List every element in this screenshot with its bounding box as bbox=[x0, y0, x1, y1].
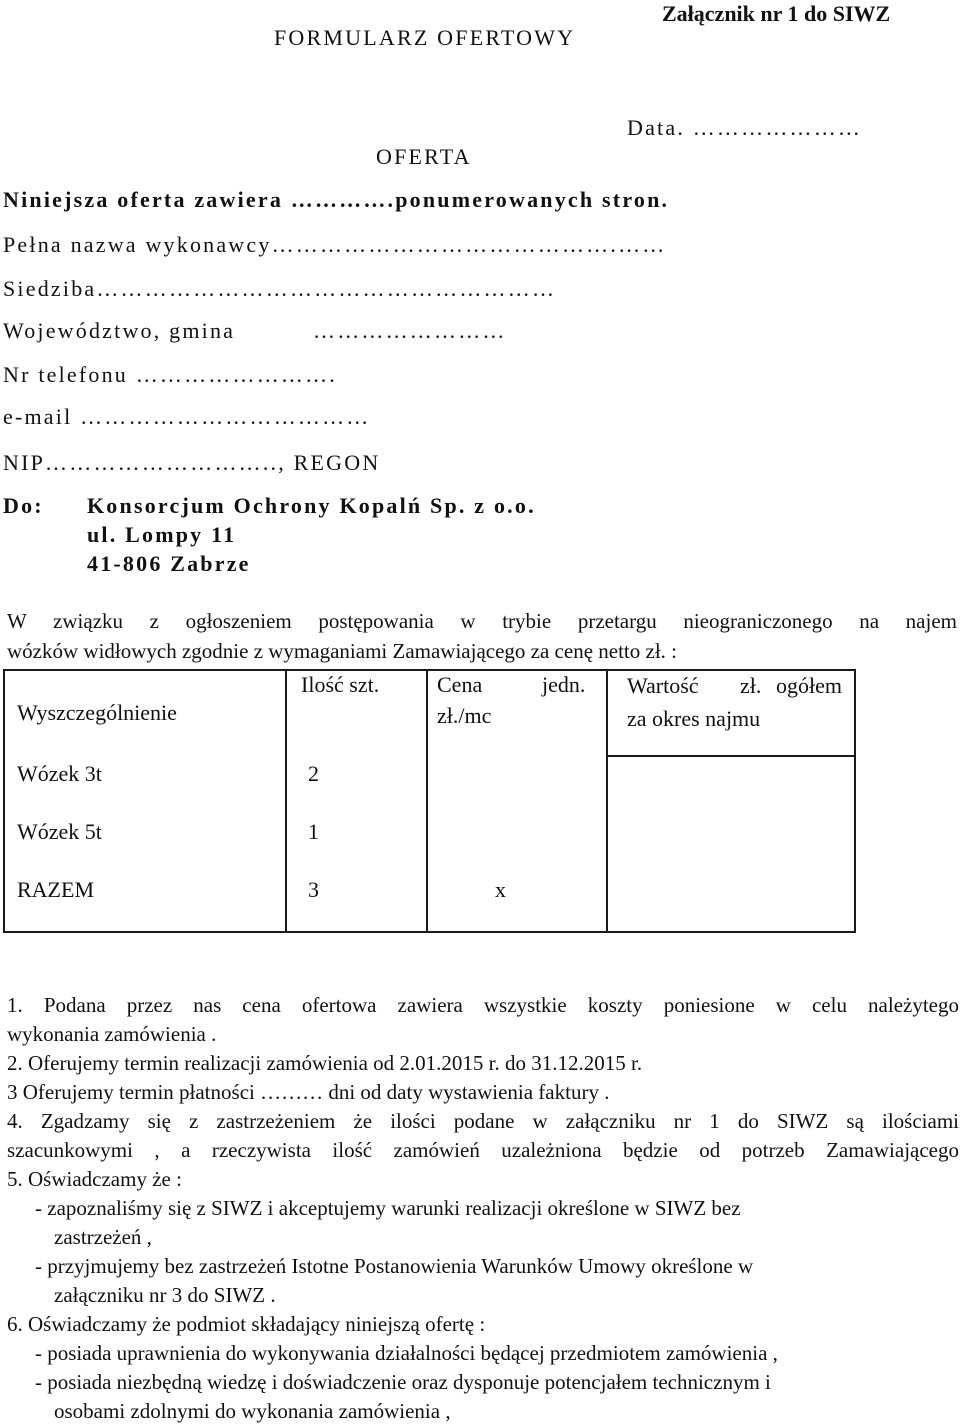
form-title: FORMULARZ OFERTOWY bbox=[274, 25, 576, 50]
table-divider bbox=[285, 671, 287, 931]
statement-6: 6. Oświadczamy że podmiot składający niniejszą ofertę : bbox=[7, 1312, 486, 1336]
date-field: Data. ………………… bbox=[627, 115, 863, 140]
row-qty: 3 bbox=[308, 877, 319, 902]
header-value-c: ogółem bbox=[776, 673, 842, 698]
phone-field: Nr telefonu ……………………. bbox=[3, 362, 337, 387]
header-value-a: Wartość bbox=[627, 673, 699, 698]
row-qty: 2 bbox=[308, 761, 319, 786]
addressee-street: ul. Lompy 11 bbox=[87, 522, 237, 547]
row-item: Wózek 5t bbox=[17, 819, 102, 844]
statement-4-line-1: 4. Zgadzamy się z zastrzeżeniem że ilości podane w załączniku nr 1 do SIWZ są ilościami bbox=[7, 1109, 959, 1133]
header-price-c: zł./mc bbox=[437, 703, 492, 728]
statement-6b-line-1: - posiada niezbędną wiedzę i doświadczenie oraz dysponuje potencjałem technicznym i bbox=[35, 1370, 771, 1394]
statement-3: 3 Oferujemy termin płatności ……… dni od daty wystawienia faktury . bbox=[7, 1080, 610, 1104]
addressee-name: Konsorcjum Ochrony Kopalń Sp. z o.o. bbox=[87, 493, 536, 518]
intro-line-2: wózków widłowych zgodnie z wymaganiami Zamawiającego za cenę netto zł. : bbox=[7, 639, 677, 663]
nip-regon-field: NIP……………………….., REGON bbox=[3, 450, 381, 475]
header-value-d: za okres najmu bbox=[627, 706, 761, 731]
annex-label: Załącznik nr 1 do SIWZ bbox=[662, 1, 891, 26]
header-price-b: jedn. bbox=[542, 672, 586, 697]
statement-2: 2. Oferujemy termin realizacji zamówienia od 2.01.2015 r. do 31.12.2015 r. bbox=[7, 1051, 643, 1075]
statement-5b-line-2: załączniku nr 3 do SIWZ . bbox=[54, 1283, 276, 1307]
page-count-field: Niniejsza oferta zawiera ………….ponumerowanych stron. bbox=[3, 187, 670, 212]
statement-5a-line-1: - zapoznaliśmy się z SIWZ i akceptujemy warunki realizacji określone w SIWZ bez bbox=[35, 1196, 741, 1220]
seat-field: Siedziba………………………………………………… bbox=[3, 276, 557, 301]
statement-5: 5. Oświadczamy że : bbox=[7, 1167, 182, 1191]
offer-heading: OFERTA bbox=[376, 144, 472, 169]
statement-5a-line-2: zastrzeżeń , bbox=[54, 1225, 152, 1249]
email-field: e-mail ……………………………… bbox=[3, 404, 371, 429]
voivodeship-dots: …………………… bbox=[313, 318, 507, 343]
statement-6a: - posiada uprawnienia do wykonywania działalności będącej przedmiotem zamówienia , bbox=[35, 1341, 778, 1365]
row-item: RAZEM bbox=[17, 877, 94, 902]
statement-1-line-2: wykonania zamówienia . bbox=[7, 1022, 217, 1046]
row-item: Wózek 3t bbox=[17, 761, 102, 786]
statement-1-line-1: 1. Podana przez nas cena ofertowa zawiera wszystkie koszty poniesione w celu należytego bbox=[7, 993, 959, 1017]
header-value-b: zł. bbox=[740, 673, 762, 698]
statement-6b-line-2: osobami zdolnymi do wykonania zamówienia , bbox=[54, 1399, 451, 1423]
row-qty: 1 bbox=[308, 819, 319, 844]
offer-table bbox=[3, 669, 856, 933]
statements-list bbox=[7, 991, 959, 1426]
addressee-city: 41-806 Zabrze bbox=[87, 551, 251, 576]
table-divider bbox=[606, 671, 608, 931]
header-item: Wyszczególnienie bbox=[17, 700, 177, 725]
row-price: x bbox=[495, 877, 506, 902]
header-qty: Ilość szt. bbox=[301, 672, 380, 697]
intro-line-1: W związku z ogłoszeniem postępowania w trybie przetargu nieograniczonego na najem bbox=[7, 609, 957, 633]
statement-4-line-2: szacunkowymi , a rzeczywista ilość zamówień uzależniona będzie od potrzeb Zamawiającego bbox=[7, 1138, 959, 1162]
statement-5b-line-1: - przyjmujemy bez zastrzeżeń Istotne Postanowienia Warunków Umowy określone w bbox=[35, 1254, 754, 1278]
voivodeship-label: Województwo, gmina bbox=[3, 318, 236, 343]
addressee-label: Do: bbox=[3, 493, 44, 518]
contractor-name-field: Pełna nazwa wykonawcy…………………………………….…… bbox=[3, 232, 667, 257]
table-divider bbox=[606, 755, 854, 757]
table-divider bbox=[426, 671, 428, 931]
header-price-a: Cena bbox=[437, 672, 483, 697]
